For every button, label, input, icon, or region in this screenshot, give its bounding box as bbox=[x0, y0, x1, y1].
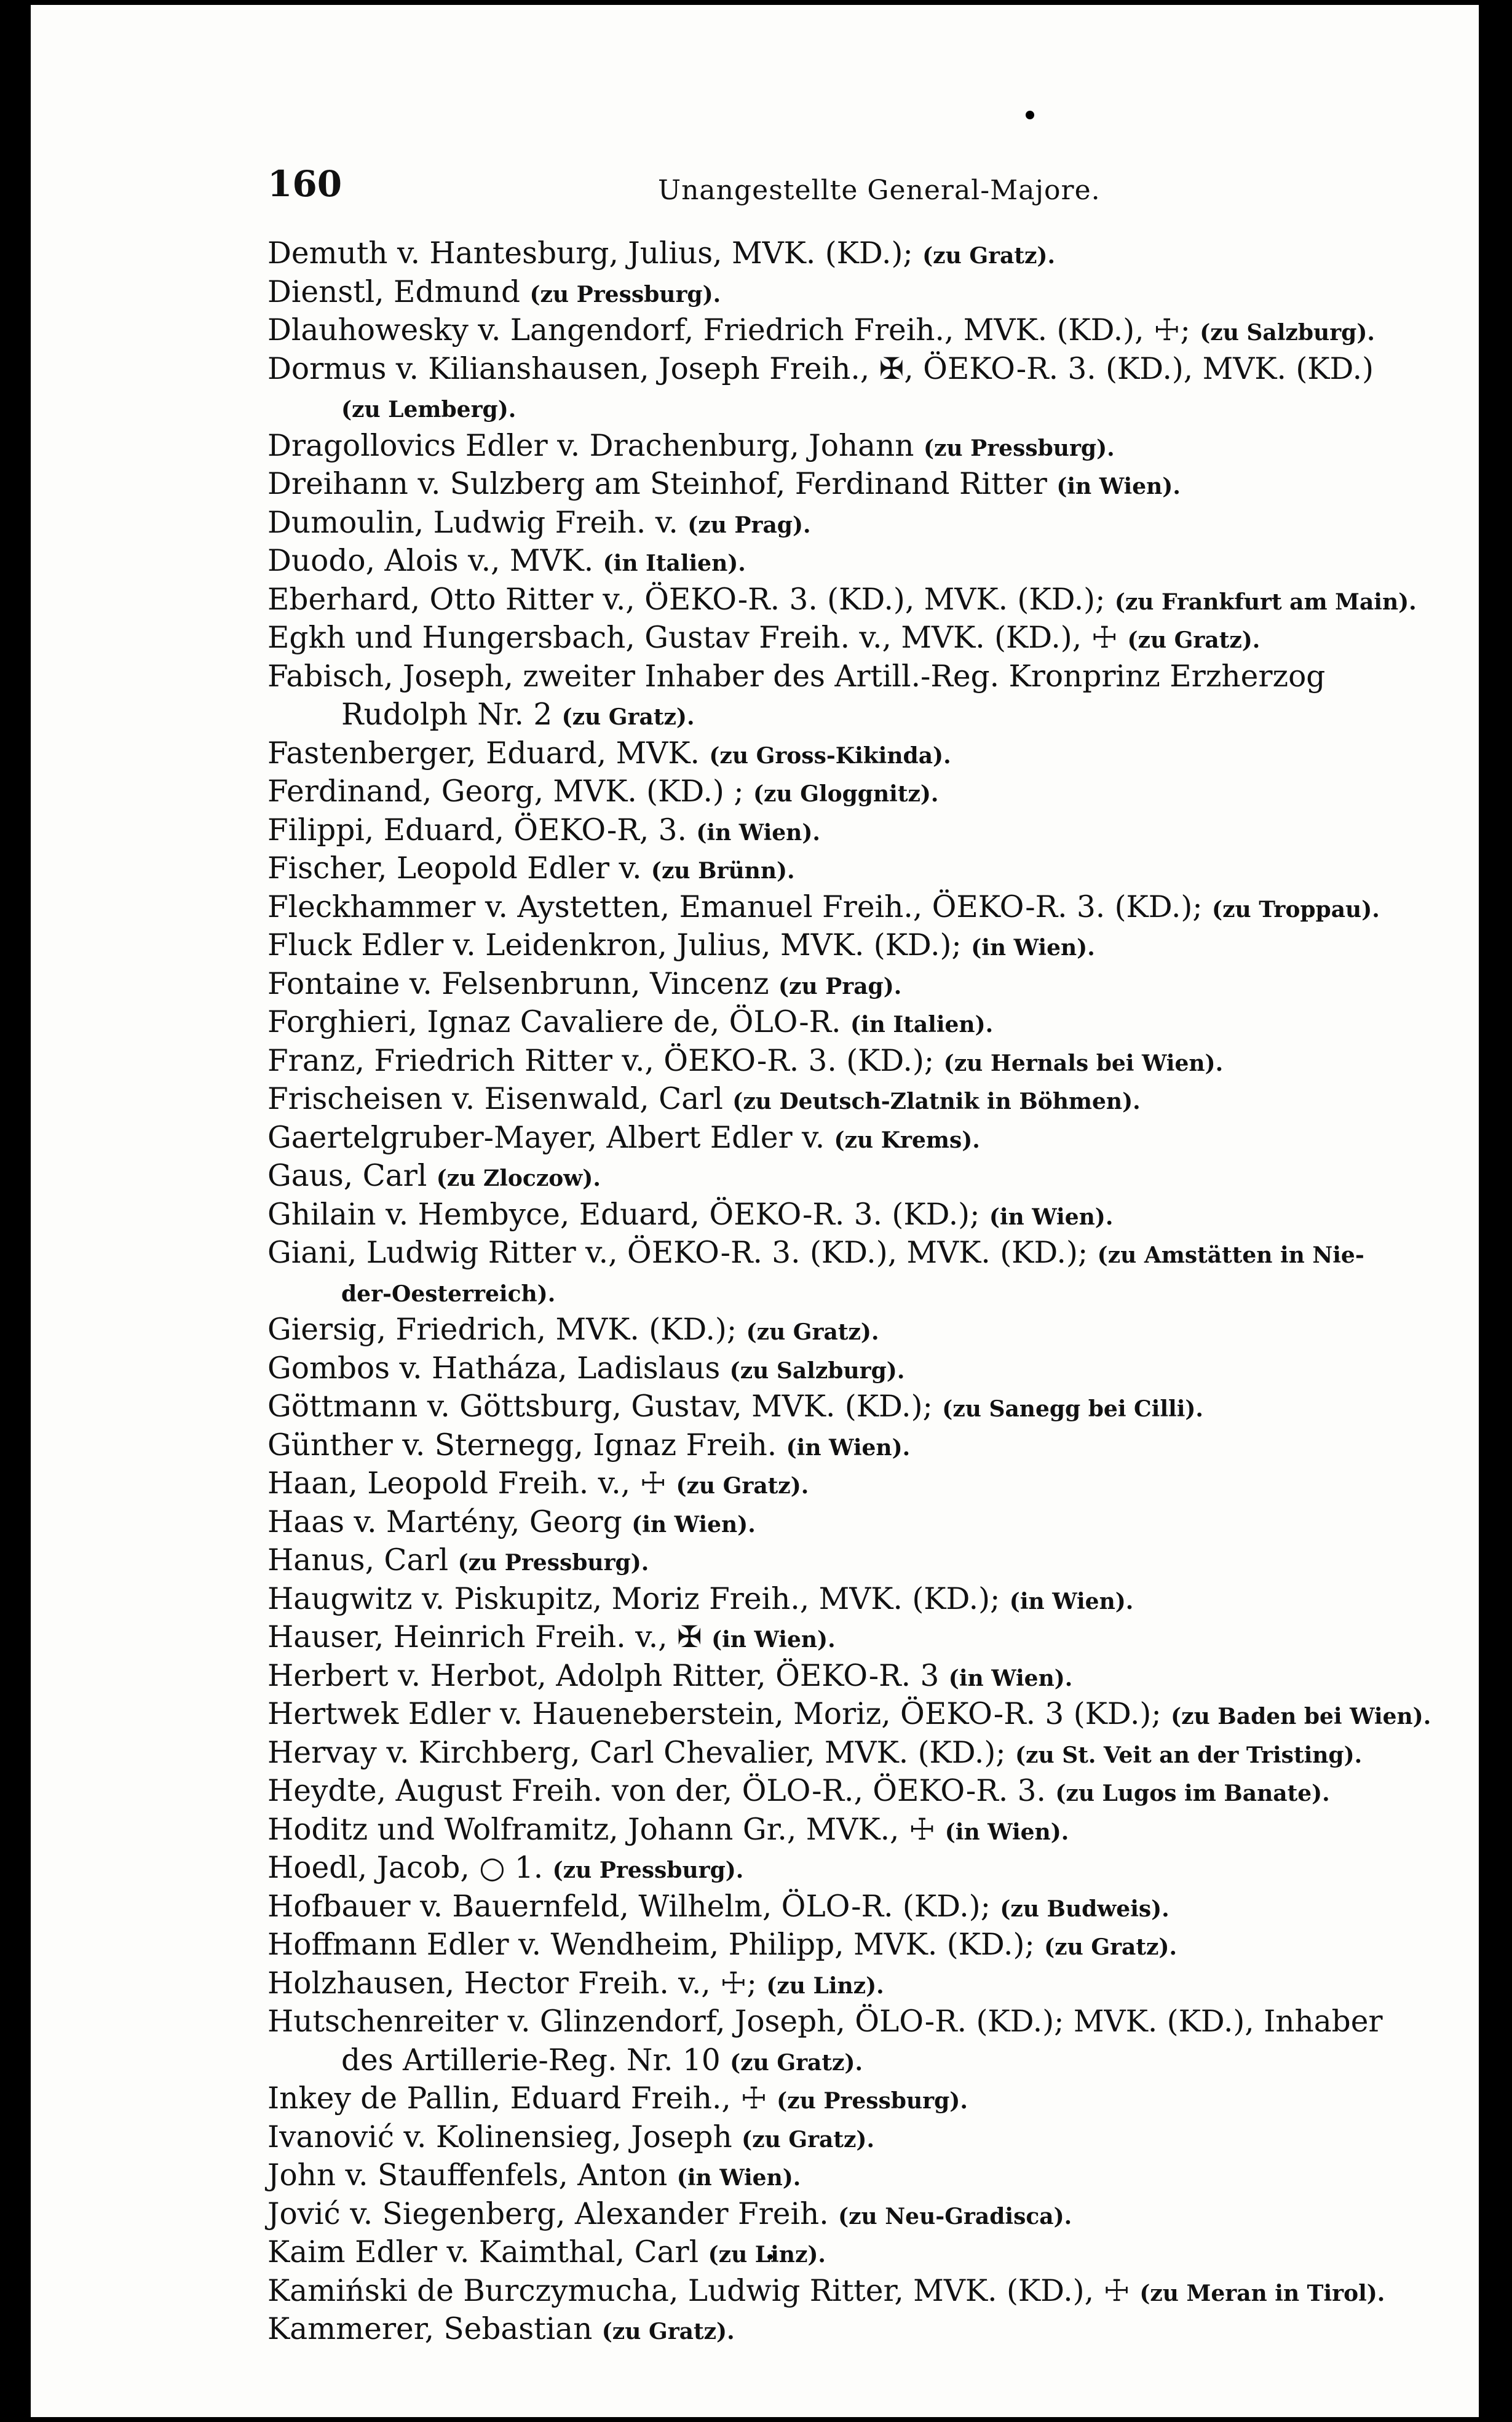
entry-line bbox=[267, 1004, 1439, 1043]
entry-location: (in Wien). bbox=[631, 1511, 756, 1538]
entry-text: Duodo, Alois v., MVK. bbox=[267, 544, 594, 578]
entry-line bbox=[267, 543, 1439, 582]
entry-location: (zu Hernals bei Wien). bbox=[943, 1050, 1224, 1076]
entry-line bbox=[267, 2004, 1439, 2043]
entry-location: (zu Budweis). bbox=[1000, 1896, 1170, 1922]
entry-text: Ghilain v. Hembyce, Eduard, ÖEKO-R. 3. (KD.); bbox=[267, 1197, 980, 1232]
entry-text: Hauser, Heinrich Freih. v., ✠ bbox=[267, 1620, 702, 1654]
entry-text: Fischer, Leopold Edler v. bbox=[267, 851, 642, 886]
entry-text: Jović v. Siegenberg, Alexander Freih. bbox=[267, 2196, 829, 2231]
entry-text: Hofbauer v. Bauernfeld, Wilhelm, ÖLO-R. (KD.); bbox=[267, 1889, 991, 1924]
entry-text: Günther v. Sternegg, Ignaz Freih. bbox=[267, 1427, 777, 1463]
entry-location: (zu Baden bei Wien). bbox=[1171, 1704, 1431, 1729]
entry-text: Haas v. Martény, Georg bbox=[267, 1504, 622, 1539]
entry-location: (zu Pressburg). bbox=[552, 1857, 744, 1883]
entry-line bbox=[267, 1389, 1439, 1427]
entry-text: Ivanović v. Kolinensieg, Joseph bbox=[267, 2119, 732, 2154]
entry-text: Kamiński de Burczymucha, Ludwig Ritter, MVK. (KD.), ☩ bbox=[267, 2273, 1130, 2308]
entry-text: Giersig, Friedrich, MVK. (KD.); bbox=[267, 1312, 737, 1347]
entry-line bbox=[267, 1889, 1439, 1928]
entry-text: Fluck Edler v. Leidenkron, Julius, MVK. (KD.); bbox=[267, 928, 962, 963]
entry-line bbox=[267, 1543, 1439, 1581]
entry-text: Göttmann v. Göttsburg, Gustav, MVK. (KD.); bbox=[267, 1389, 933, 1424]
entry-text: Inkey de Pallin, Eduard Freih., ☩ bbox=[267, 2081, 767, 2116]
entry-line bbox=[267, 851, 1439, 889]
entry-line-continuation bbox=[267, 1274, 1439, 1312]
entry-line bbox=[267, 2196, 1439, 2235]
entry-line bbox=[267, 1850, 1439, 1889]
entry-line bbox=[267, 620, 1439, 659]
book-page bbox=[31, 5, 1479, 2417]
entry-location: (zu Gratz). bbox=[730, 2049, 863, 2076]
entry-line bbox=[267, 1351, 1439, 1389]
entry-location: (zu Salzburg). bbox=[1200, 320, 1375, 346]
entry-line bbox=[267, 2234, 1439, 2273]
entry-location: (in Wien). bbox=[1009, 1588, 1134, 1614]
entry-line-continuation bbox=[267, 697, 1439, 736]
page-number: 160 bbox=[267, 163, 342, 205]
entry-line bbox=[267, 428, 1439, 467]
entry-text: Dormus v. Kilianshausen, Joseph Freih., ✠, ÖEKO-R. 3. (KD.), MVK. (KD.) bbox=[267, 351, 1374, 386]
entry-line bbox=[267, 1504, 1439, 1543]
entry-line bbox=[267, 1043, 1439, 1082]
entry-location: (in Wien). bbox=[971, 935, 1095, 961]
entry-text: Hervay v. Kirchberg, Carl Chevalier, MVK. (KD.); bbox=[267, 1735, 1006, 1770]
entry-line bbox=[267, 2311, 1439, 2350]
entry-location: (zu Frankfurt am Main). bbox=[1114, 589, 1417, 615]
entry-text: Dragollovics Edler v. Drachenburg, Johann bbox=[267, 428, 914, 463]
entry-line bbox=[267, 1158, 1439, 1197]
entry-text: Kammerer, Sebastian bbox=[267, 2312, 593, 2346]
entry-text: Herbert v. Herbot, Adolph Ritter, ÖEKO-R. 3 bbox=[267, 1658, 940, 1693]
entry-line bbox=[267, 274, 1439, 313]
entry-location: (zu Brünn). bbox=[651, 858, 795, 884]
entry-location: (zu Gross-Kikinda). bbox=[709, 742, 951, 769]
entry-line bbox=[267, 1812, 1439, 1851]
entry-text: Gaus, Carl bbox=[267, 1159, 427, 1193]
running-title: Unangestellte General-Majore. bbox=[658, 175, 1101, 206]
entry-text: Egkh und Hungersbach, Gustav Freih. v., MVK. (KD.), ☩ bbox=[267, 621, 1118, 655]
entry-text: John v. Stauffenfels, Anton bbox=[267, 2158, 668, 2193]
entry-line-continuation bbox=[267, 389, 1439, 428]
entry-location: (zu Troppau). bbox=[1212, 896, 1380, 923]
entry-text: Holzhausen, Hector Freih. v., ☩; bbox=[267, 1966, 757, 2001]
entry-text: Filippi, Eduard, ÖEKO-R, 3. bbox=[267, 812, 687, 848]
entry-location: (zu Gratz). bbox=[676, 1473, 809, 1499]
entry-text: Gaertelgruber-Mayer, Albert Edler v. bbox=[267, 1120, 825, 1155]
entry-location: (zu Neu-Gradisca). bbox=[838, 2203, 1072, 2229]
entry-location: (in Wien). bbox=[948, 1665, 1073, 1691]
entry-line bbox=[267, 466, 1439, 505]
entry-line bbox=[267, 1696, 1439, 1735]
entry-location: (zu Amstätten in Nie- bbox=[1097, 1242, 1364, 1268]
entry-location: (zu Gratz). bbox=[742, 2126, 874, 2153]
entry-location: (zu Linz). bbox=[708, 2242, 826, 2268]
entry-location: (zu Gratz). bbox=[601, 2319, 735, 2345]
ink-speck-top bbox=[1026, 111, 1034, 119]
entry-text: Hoedl, Jacob, ○ 1. bbox=[267, 1851, 544, 1885]
entry-location: (in Wien). bbox=[944, 1819, 1069, 1845]
entry-location: (in Italien). bbox=[603, 550, 746, 576]
entry-location: (zu Gratz). bbox=[922, 243, 1055, 269]
entry-text: Dreihann v. Sulzberg am Steinhof, Ferdinand Ritter bbox=[267, 467, 1047, 501]
entry-location: (zu Prag). bbox=[687, 512, 811, 538]
entry-location: (zu Lugos im Banate). bbox=[1055, 1781, 1330, 1806]
entry-line bbox=[267, 1927, 1439, 1966]
entry-location: (zu Krems). bbox=[834, 1127, 980, 1153]
entry-text: Hoditz und Wolframitz, Johann Gr., MVK., ☩ bbox=[267, 1812, 936, 1847]
entry-location: (zu Zloczow). bbox=[436, 1165, 601, 1191]
entry-location: (zu Gloggnitz). bbox=[753, 781, 939, 807]
entry-line bbox=[267, 774, 1439, 812]
entry-location: (zu Prag). bbox=[778, 973, 902, 999]
entry-text: Hanus, Carl bbox=[267, 1543, 449, 1578]
entry-line bbox=[267, 1966, 1439, 2004]
entry-text: Fabisch, Joseph, zweiter Inhaber des Artill.-Reg. Kronprinz Erzherzog bbox=[267, 659, 1326, 694]
entry-line bbox=[267, 1773, 1439, 1812]
entry-line bbox=[267, 1235, 1439, 1274]
entry-line bbox=[267, 2081, 1439, 2119]
entry-line bbox=[267, 1312, 1439, 1351]
entry-location: (zu Gratz). bbox=[1044, 1934, 1177, 1960]
entry-location: (in Wien). bbox=[989, 1204, 1114, 1230]
entry-location: (zu Gratz). bbox=[1127, 627, 1261, 653]
entry-line bbox=[267, 505, 1439, 544]
entry-text: Rudolph Nr. 2 bbox=[341, 697, 553, 732]
entry-location: (zu Linz). bbox=[766, 1972, 884, 1999]
entry-line bbox=[267, 927, 1439, 966]
entry-line bbox=[267, 966, 1439, 1005]
entry-line bbox=[267, 1120, 1439, 1159]
entry-line-continuation bbox=[267, 2043, 1439, 2081]
entry-location: (zu Pressburg). bbox=[529, 281, 721, 308]
entry-location: (zu Gratz). bbox=[561, 704, 695, 730]
entry-location: (in Wien). bbox=[676, 2165, 801, 2191]
entry-location: (in Wien). bbox=[1056, 474, 1181, 499]
entry-line bbox=[267, 736, 1439, 774]
entry-line bbox=[267, 812, 1439, 851]
entry-text: Hoffmann Edler v. Wendheim, Philipp, MVK. (KD.); bbox=[267, 1928, 1035, 1962]
entry-line bbox=[267, 582, 1439, 621]
entry-location: (in Wien). bbox=[786, 1434, 911, 1461]
entry-text: Haugwitz v. Piskupitz, Moriz Freih., MVK. (KD.); bbox=[267, 1581, 1000, 1616]
entry-text: Fontaine v. Felsenbrunn, Vincenz bbox=[267, 966, 769, 1001]
entry-location: (zu Gratz). bbox=[746, 1319, 879, 1345]
entry-line bbox=[267, 1197, 1439, 1236]
entry-line bbox=[267, 2119, 1439, 2158]
entry-text: Giani, Ludwig Ritter v., ÖEKO-R. 3. (KD.), MVK. (KD.); bbox=[267, 1236, 1088, 1270]
entry-location: (zu Meran in Tirol). bbox=[1139, 2280, 1385, 2306]
entry-location: (zu Sanegg bei Cilli). bbox=[942, 1396, 1203, 1422]
entry-location: der-Oesterreich). bbox=[341, 1280, 556, 1307]
entry-location: (zu Deutsch-Zlatnik in Böhmen). bbox=[732, 1089, 1141, 1114]
entry-text: Dumoulin, Ludwig Freih. v. bbox=[267, 505, 678, 540]
entry-location: (in Italien). bbox=[850, 1012, 994, 1038]
entry-line bbox=[267, 889, 1439, 928]
entry-line bbox=[267, 659, 1439, 697]
entry-text: Hertwek Edler v. Haueneberstein, Moriz, ÖEKO-R. 3 (KD.); bbox=[267, 1697, 1162, 1731]
entry-text: Ferdinand, Georg, MVK. (KD.) ; bbox=[267, 774, 744, 809]
entry-line bbox=[267, 1081, 1439, 1120]
entry-text: Dlauhowesky v. Langendorf, Friedrich Freih., MVK. (KD.), ☩; bbox=[267, 313, 1190, 347]
entry-text: des Artillerie-Reg. Nr. 10 bbox=[341, 2043, 721, 2078]
entry-line bbox=[267, 1735, 1439, 1774]
entry-line bbox=[267, 2158, 1439, 2196]
entry-text: Gombos v. Hatháza, Ladislaus bbox=[267, 1351, 721, 1386]
entry-list bbox=[267, 236, 1439, 2350]
entry-line bbox=[267, 1466, 1439, 1504]
entry-location: (zu Salzburg). bbox=[729, 1357, 905, 1384]
entry-line bbox=[267, 312, 1439, 351]
entry-line bbox=[267, 1658, 1439, 1697]
entry-line bbox=[267, 351, 1439, 390]
entry-location: (in Wien). bbox=[696, 819, 820, 846]
entry-text: Heydte, August Freih. von der, ÖLO-R., ÖEKO-R. 3. bbox=[267, 1774, 1046, 1808]
entry-line bbox=[267, 2273, 1439, 2312]
entry-line bbox=[267, 1581, 1439, 1620]
entry-location: (zu St. Veit an der Tristing). bbox=[1015, 1742, 1363, 1768]
entry-location: (zu Pressburg). bbox=[923, 435, 1115, 461]
entry-text: Forghieri, Ignaz Cavaliere de, ÖLO-R. bbox=[267, 1005, 841, 1039]
entry-text: Haan, Leopold Freih. v., ☩ bbox=[267, 1466, 667, 1501]
entry-location: (zu Lemberg). bbox=[341, 397, 517, 423]
entry-text: Fastenberger, Eduard, MVK. bbox=[267, 736, 700, 771]
entry-text: Fleckhammer v. Aystetten, Emanuel Freih., ÖEKO-R. 3. (KD.); bbox=[267, 889, 1203, 924]
entry-location: (zu Pressburg). bbox=[457, 1550, 649, 1576]
entry-text: Dienstl, Edmund bbox=[267, 274, 521, 309]
entry-location: (in Wien). bbox=[711, 1627, 836, 1653]
entry-location: (zu Pressburg). bbox=[777, 2088, 968, 2114]
entry-line bbox=[267, 236, 1439, 274]
entry-text: Kaim Edler v. Kaimthal, Carl bbox=[267, 2235, 699, 2269]
entry-text: Hutschenreiter v. Glinzendorf, Joseph, ÖLO-R. (KD.); MVK. (KD.), Inhaber bbox=[267, 2004, 1383, 2039]
entry-line bbox=[267, 1619, 1439, 1658]
entry-text: Demuth v. Hantesburg, Julius, MVK. (KD.); bbox=[267, 236, 913, 271]
entry-text: Franz, Friedrich Ritter v., ÖEKO-R. 3. (KD.); bbox=[267, 1043, 935, 1078]
entry-text: Frischeisen v. Eisenwald, Carl bbox=[267, 1082, 723, 1116]
entry-line bbox=[267, 1427, 1439, 1466]
entry-text: Eberhard, Otto Ritter v., ÖEKO-R. 3. (KD.), MVK. (KD.); bbox=[267, 582, 1106, 617]
